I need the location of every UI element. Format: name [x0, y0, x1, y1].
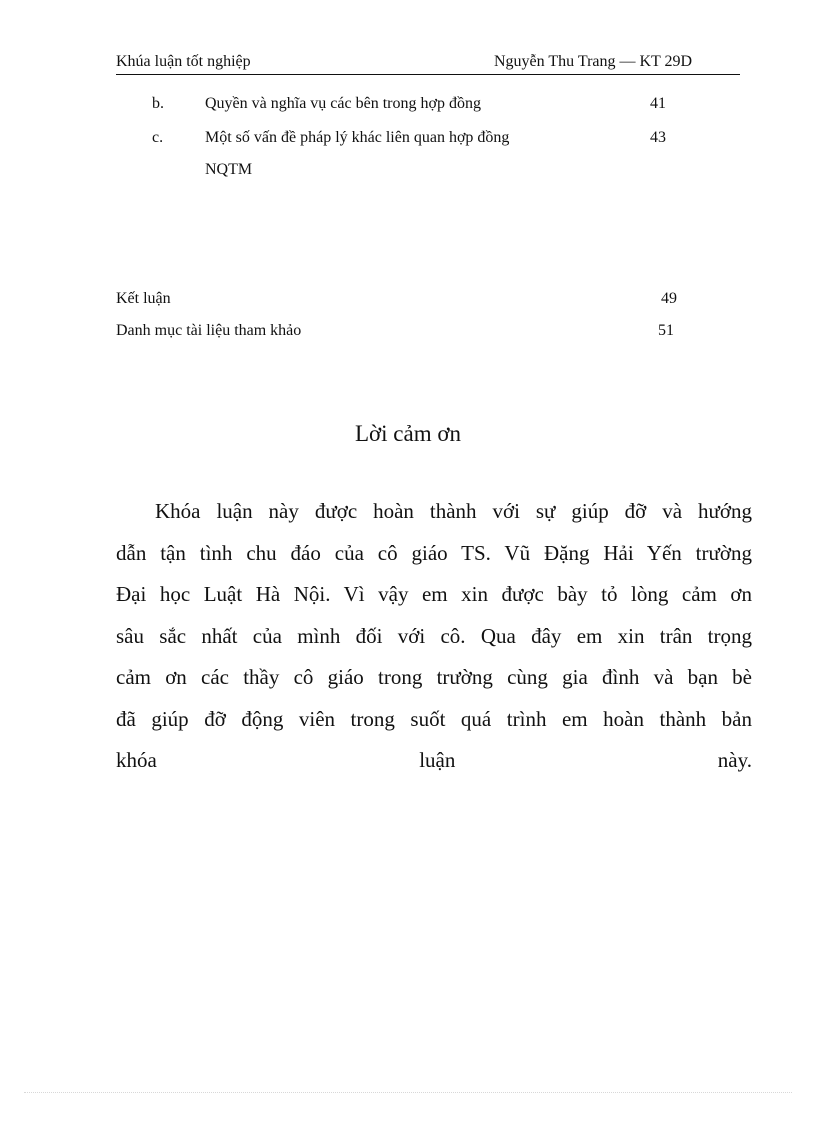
- toc-item-letter: b.: [152, 95, 164, 112]
- paragraph-line: Đại học Luật Hà Nội. Vì vậy em xin được bày tỏ lòng cảm ơn: [116, 582, 752, 606]
- header-thesis-label: Khúa luận tốt nghiệp: [116, 53, 251, 70]
- paragraph-line: đã giúp đỡ động viên trong suốt quá trình em hoàn thành bản: [116, 706, 752, 731]
- paragraph-line: Khóa luận này được hoàn thành với sự giúp đỡ và hướng: [155, 499, 752, 523]
- toc-item-text: Một số vấn đề pháp lý khác liên quan hợp đồng: [205, 129, 510, 146]
- toc-item-page: 41: [650, 95, 666, 112]
- header-author: Nguyễn Thu Trang — KT 29D: [494, 53, 693, 70]
- page-bottom-divider: [24, 1092, 792, 1093]
- paragraph-line: khóa luận này.: [116, 748, 752, 772]
- acknowledgement-paragraph: [116, 491, 752, 782]
- paragraph-line: dẫn tận tình chu đáo của cô giáo TS. Vũ Đặng Hải Yến trường: [116, 540, 752, 565]
- page-header: [116, 50, 740, 75]
- toc-item-page: 49: [661, 290, 677, 307]
- toc-item-text: Danh mục tài liệu tham khảo: [116, 322, 302, 339]
- acknowledgement-title: Lời cảm ơn: [354, 421, 462, 446]
- toc-item-letter: c.: [152, 129, 164, 146]
- toc-item-text-continued: NQTM: [205, 161, 253, 178]
- toc-item-page: 51: [658, 322, 674, 339]
- paragraph-line: sâu sắc nhất của mình đối với cô. Qua đây em xin trân trọng: [116, 623, 752, 648]
- toc-item-text: Kết luận: [116, 290, 171, 307]
- paragraph-line: cảm ơn các thầy cô giáo trong trường cùng gia đình và bạn bè: [116, 665, 752, 689]
- toc-item-text: Quyền và nghĩa vụ các bên trong hợp đồng: [205, 95, 481, 112]
- toc-item-page: 43: [650, 129, 666, 146]
